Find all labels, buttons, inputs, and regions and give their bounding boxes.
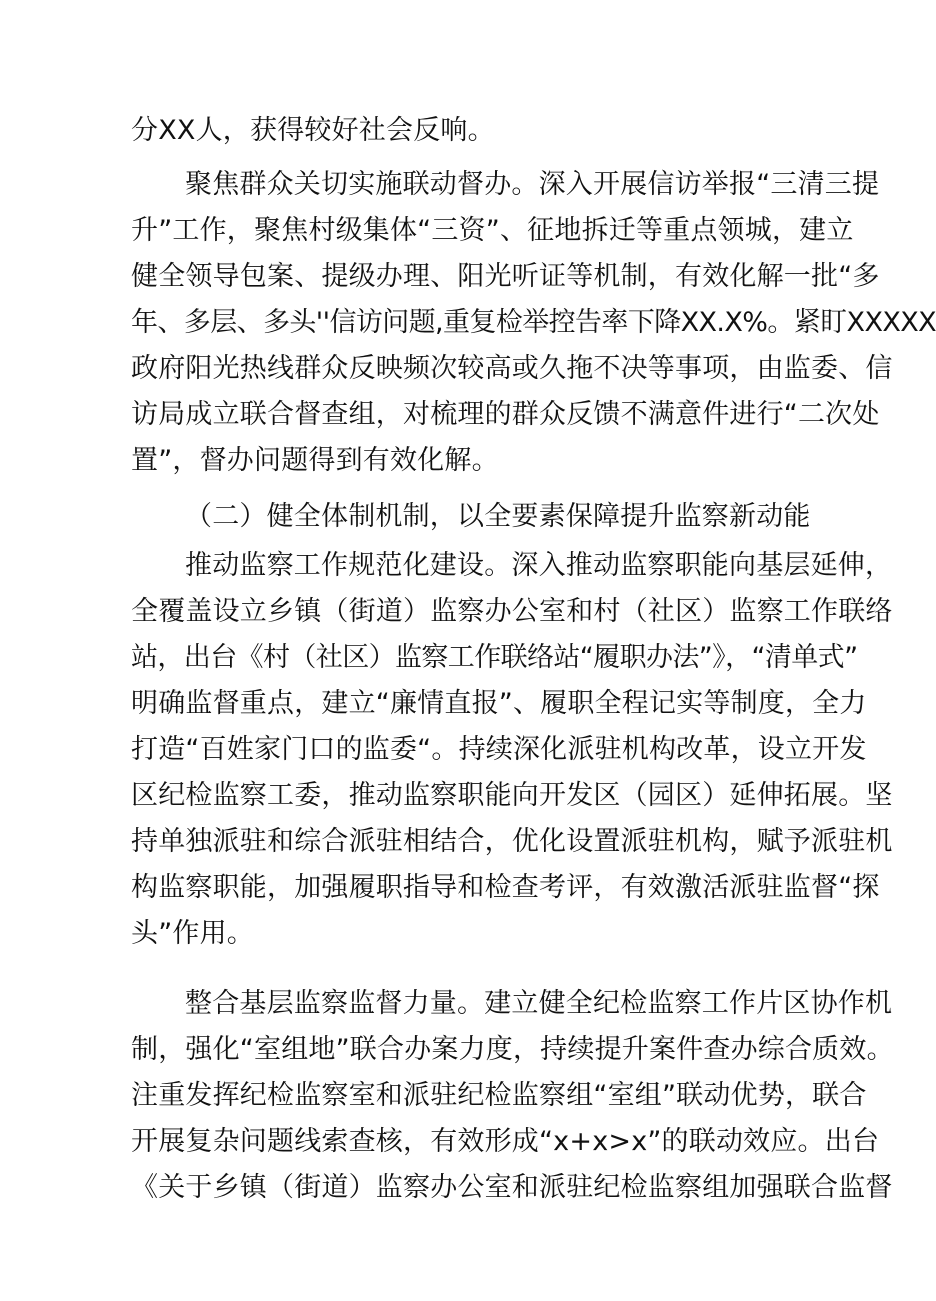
text-line: 年、多层、多头''信访问题,重复检举控告率下降XX.X%。紧盯XXXXX [131,307,936,338]
paragraph-start-line: 聚焦群众关切实施联动督办。深入开展信访举报“三清三提 [185,169,880,200]
text-line: 全覆盖设立乡镇（街道）监察办公室和村（社区）监察工作联络 [131,596,893,627]
text-line: 注重发挥纪检监察室和派驻纪检监察组“室组”联动优势，联合 [131,1080,867,1111]
text-line: 构监察职能，加强履职指导和检查考评，有效激活派驻监督“探 [131,872,880,903]
text-line: 持单独派驻和综合派驻相结合，优化设置派驻机构，赋予派驻机 [131,826,893,857]
text-line: 置”，督办问题得到有效化解。 [131,445,499,476]
text-line: 区纪检监察工委，推动监察职能向开发区（园区）延伸拓展。坚 [131,780,893,811]
text-line: 制，强化“室组地”联合办案力度，持续提升案件查办综合质效。 [131,1034,894,1065]
text-line: 《关于乡镇（街道）监察办公室和派驻纪检监察组加强联合监督 [131,1172,893,1203]
text-line: 分XX人，获得较好社会反响。 [131,115,495,146]
text-line: 头”作用。 [131,918,254,949]
text-line: 访局成立联合督查组，对梳理的群众反馈不满意件进行“二次处 [131,399,880,430]
text-line: 站，出台《村（社区）监察工作联络站“履职办法”》，“清单式” [131,642,858,673]
text-line: 开展复杂问题线索查核，有效形成“x+x>x”的联动效应。出台 [131,1126,880,1157]
paragraph-start-line: 整合基层监察监督力量。建立健全纪检监察工作片区协作机 [185,988,893,1019]
text-line: 明确监督重点，建立“廉情直报”、履职全程记实等制度，全力 [131,688,867,719]
text-line: 政府阳光热线群众反映频次较高或久拖不决等事项，由监委、信 [131,353,893,384]
paragraph-start-line: 推动监察工作规范化建设。深入推动监察职能向基层延伸， [185,550,893,581]
text-line: 升”工作，聚焦村级集体“三资”、征地拆迁等重点领城，建立 [131,215,854,246]
section-heading: （二）健全体制机制，以全要素保障提升监察新动能 [185,501,811,532]
text-line: 打造“百姓家门口的监委“。持续深化派驻机构改革，设立开发 [131,734,867,765]
text-line: 健全领导包案、提级办理、阳光听证等机制，有效化解一批“多 [131,261,880,292]
